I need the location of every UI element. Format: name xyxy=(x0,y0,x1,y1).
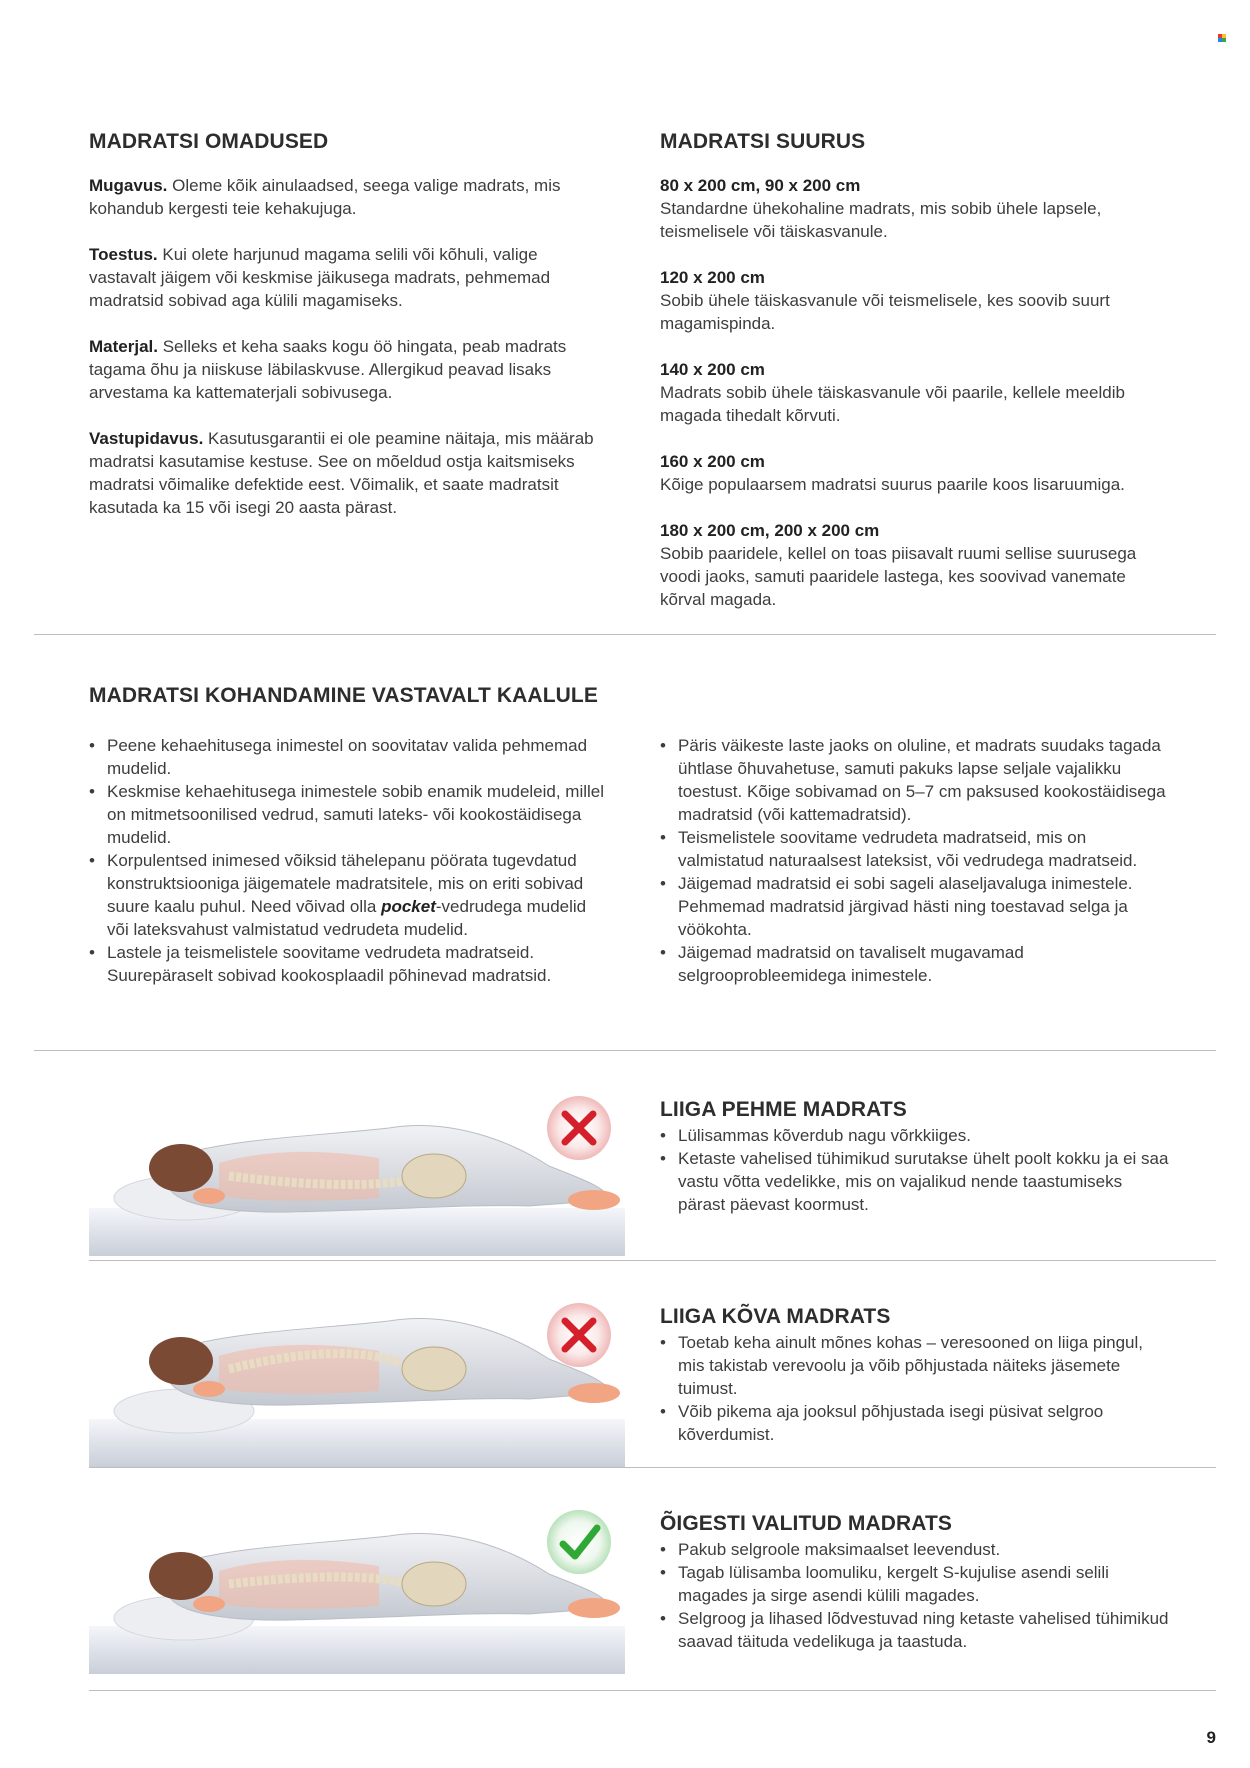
size-description: Sobib paaridele, kellel on toas piisavalt ruumi sellise suurusega voodi jaoks, samuti paaridele lastega, kes soovivad vanemate kõrval magada. xyxy=(660,544,1137,609)
pelvis xyxy=(402,1154,466,1198)
case-text xyxy=(660,1098,1170,1216)
bullet-item: • Ketaste vahelised tühimikud surutakse ühelt poolt kokku ja ei saa vastu võtta vedelikke, mis on vajalikud nende taastumiseks pärast päevast koormust. xyxy=(660,1147,1170,1216)
size-title: 160 x 200 cm xyxy=(660,452,765,471)
bullet-item: • Teismelistele soovitame vedrudeta madratseid, mis on valmistatud naturaalsest lateksist, või vedrudega madratseid. xyxy=(660,826,1170,872)
omadused-paragraph xyxy=(89,243,609,312)
omadused-term: Toestus. xyxy=(89,245,158,264)
bullet-item: • Tagab lülisamba loomuliku, kergelt S-kujulise asendi selili magades ja sirge asendi külili magades. xyxy=(660,1561,1170,1607)
kaal-title: MADRATSI KOHANDAMINE VASTAVALT KAALULE xyxy=(89,684,598,707)
pelvis xyxy=(402,1347,466,1391)
hand xyxy=(193,1381,225,1397)
case-bullets xyxy=(660,1538,1170,1653)
bullet-item: • Lülisammas kõverdub nagu võrkkiiges. xyxy=(660,1124,1170,1147)
hair xyxy=(149,1144,213,1192)
feet xyxy=(568,1383,620,1403)
omadused-list xyxy=(89,174,609,519)
bullet-item: • Toetab keha ainult mõnes kohas – veresooned on liiga pingul, mis takistab verevoolu ja võib põhjustada näiteks jäsemete tuimust. xyxy=(660,1331,1170,1400)
corner-color-mark xyxy=(1218,34,1227,43)
page-number: 9 xyxy=(1206,1728,1216,1747)
case-bullets xyxy=(660,1124,1170,1216)
feet xyxy=(568,1598,620,1618)
case-divider xyxy=(89,1467,1216,1468)
divider-1 xyxy=(34,634,1216,635)
omadused-text: Selleks et keha saaks kogu öö hingata, peab madrats tagama õhu ja niiskuse läbilaskvuse. Allergikud peavad lisaks arvestama ka kattematerjali sobivusega. xyxy=(89,337,567,402)
omadused-term: Vastupidavus. xyxy=(89,429,204,448)
omadused-paragraph xyxy=(89,174,609,220)
bullet-item: • Pakub selgroole maksimaalset leevendust. xyxy=(660,1538,1170,1561)
case-title: LIIGA PEHME MADRATS xyxy=(660,1098,907,1121)
omadused-paragraph xyxy=(89,427,609,519)
suurus-title: MADRATSI SUURUS xyxy=(660,130,866,153)
size-item xyxy=(660,450,1150,496)
cross-icon xyxy=(545,1301,613,1369)
suurus-section xyxy=(660,130,1150,634)
bullet-item: • Lastele ja teismelistele soovitame vedrudeta madratseid. Suurepäraselt sobivad kookosplaadil põhinevad madratsid. xyxy=(89,941,609,987)
size-description: Kõige populaarsem madratsi suurus paarile koos lisaruumiga. xyxy=(660,475,1125,494)
kaal-right-list xyxy=(660,734,1170,987)
hair xyxy=(149,1337,213,1385)
case-title: LIIGA KÕVA MADRATS xyxy=(660,1305,891,1328)
omadused-term: Materjal. xyxy=(89,337,158,356)
case-divider xyxy=(89,1260,1216,1261)
size-description: Madrats sobib ühele täiskasvanule või paarile, kellele meeldib magada tihedalt kõrvuti. xyxy=(660,383,1125,425)
size-description: Sobib ühele täiskasvanule või teismelisele, kes soovib suurt magamispinda. xyxy=(660,291,1110,333)
case-title: ÕIGESTI VALITUD MADRATS xyxy=(660,1512,953,1535)
kaal-left-list xyxy=(89,734,609,987)
omadused-text: Kasutusgarantii ei ole peamine näitaja, mis määrab madratsi kasutamise kestuse. See on mõeldud ostja kaitsmiseks madratsi võimalike defektide eest. Võimalik, et saate madratsit kasutada ka 15 või isegi 20 aasta pärast. xyxy=(89,429,594,517)
omadused-title: MADRATSI OMADUSED xyxy=(89,130,329,153)
bullet-emphasis: pocket xyxy=(381,897,436,916)
case-text xyxy=(660,1305,1170,1446)
omadused-text: Oleme kõik ainulaadsed, seega valige madrats, mis kohandub kergesti teie kehakujuga. xyxy=(89,176,561,218)
size-description: Standardne ühekohaline madrats, mis sobib ühele lapsele, teismelisele või täiskasvanule. xyxy=(660,199,1102,241)
suurus-list xyxy=(660,174,1150,611)
back-highlight xyxy=(219,1152,379,1201)
feet xyxy=(568,1190,620,1210)
omadused-section xyxy=(89,130,609,542)
bullet-text: -vedrudega mudelid või lateksvahust valmistatud vedrudeta mudelid. xyxy=(107,897,587,939)
bullet-text: Korpulentsed inimesed võiksid tähelepanu pöörata tugevdatud konstruktsiooniga jäigematele madratsitele, mis on eriti sobivad suure kaalu puhul. Need võivad olla xyxy=(107,851,584,916)
size-item xyxy=(660,174,1150,243)
pelvis xyxy=(402,1562,466,1606)
kaal-section xyxy=(89,684,1169,728)
case-text xyxy=(660,1512,1170,1653)
omadused-paragraph xyxy=(89,335,609,404)
bullet-item: • Peene kehaehitusega inimestel on soovitatav valida pehmemad mudelid. xyxy=(89,734,609,780)
bullet-item xyxy=(89,849,609,941)
size-item xyxy=(660,519,1150,611)
back-highlight xyxy=(219,1560,379,1609)
size-title: 140 x 200 cm xyxy=(660,360,765,379)
cross-icon xyxy=(545,1094,613,1162)
omadused-text: Kui olete harjunud magama selili või kõhuli, valige vastavalt jäigem või keskmise jäikusega madrats, pehmemad madratsid sobivad aga külili magamiseks. xyxy=(89,245,551,310)
bullet-item: • Päris väikeste laste jaoks on oluline, et madrats suudaks tagada ühtlase õhuvahetuse, samuti pakuks lapse seljale vajalikku toestust. Kõige sobivamad on 5–7 cm paksused kookostäidisega madratsid (või kattemadratsid). xyxy=(660,734,1170,826)
omadused-term: Mugavus. xyxy=(89,176,168,195)
hand xyxy=(193,1596,225,1612)
size-title: 80 x 200 cm, 90 x 200 cm xyxy=(660,176,861,195)
hair xyxy=(149,1552,213,1600)
divider-2 xyxy=(34,1050,1216,1051)
bullet-item: • Keskmise kehaehitusega inimestele sobib enamik mudeleid, millel on mitmetsoonilised vedrud, samuti lateks- või kookostäidisega mudelid. xyxy=(89,780,609,849)
hand xyxy=(193,1188,225,1204)
case-bullets xyxy=(660,1331,1170,1446)
bullet-item: • Võib pikema aja jooksul põhjustada isegi püsivat selgroo kõverdumist. xyxy=(660,1400,1170,1446)
bullet-item: • Jäigemad madratsid ei sobi sageli alaseljavaluga inimestele. Pehmemad madratsid järgivad hästi ning toestavad selga ja vöökohta. xyxy=(660,872,1170,941)
size-item xyxy=(660,358,1150,427)
size-title: 180 x 200 cm, 200 x 200 cm xyxy=(660,521,880,540)
case-divider xyxy=(89,1690,1216,1691)
checkmark-icon xyxy=(545,1508,613,1576)
size-item xyxy=(660,266,1150,335)
size-title: 120 x 200 cm xyxy=(660,268,765,287)
bullet-item: • Jäigemad madratsid on tavaliselt mugavamad selgrooprobleemidega inimestele. xyxy=(660,941,1170,987)
bullet-item: • Selgroog ja lihased lõdvestuvad ning ketaste vahelised tühimikud saavad täituda vedelikuga ja taastuda. xyxy=(660,1607,1170,1653)
